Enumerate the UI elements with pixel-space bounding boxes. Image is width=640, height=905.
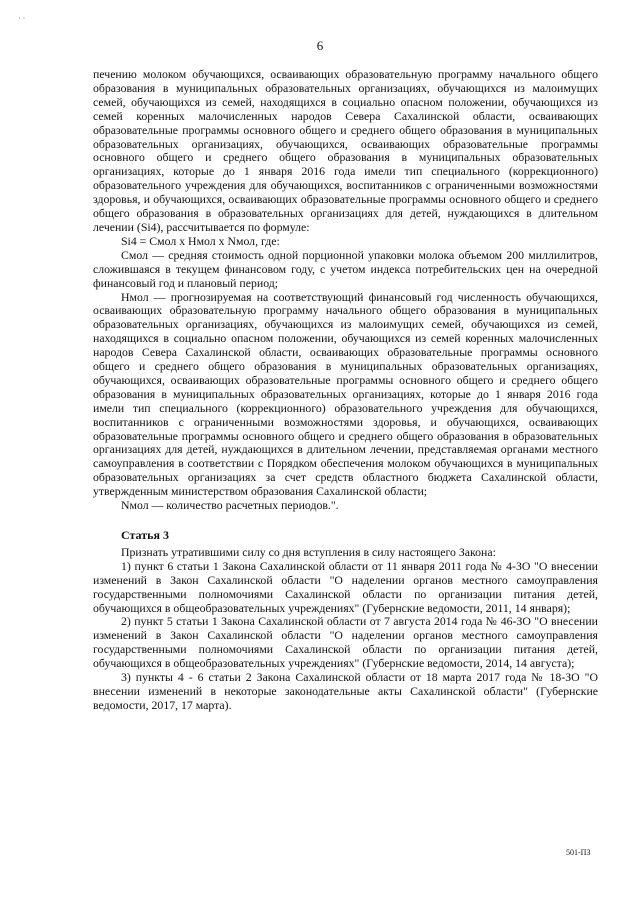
definition-count: Nмол — количество расчетных периодов.". (121, 498, 339, 513)
article-item-2: 2) пункт 5 статьи 1 Закона Сахалинской области от 7 августа 2014 года № 46-ЗО "О внесении изменений в Закон Сахалинской области "О наделении органов местного самоуправления государственными полномочиями Сахалинской области по организации питания детей, обучающихся в общеобразовательных учреждениях" (Губернские ведомости, 2014, 14 августа); (93, 614, 598, 671)
definition-cmol: Смол — средняя стоимость одной порционной упаковки молока объемом 200 миллилитров, сложившаяся в текущем финансовом году, с учетом индекса потребительских цен на очередной финансовый год и плановый период; (93, 247, 598, 290)
document-code: 501-ПЗ (566, 848, 591, 857)
article-item-1: 1) пункт 6 статьи 1 Закона Сахалинской области от 11 января 2011 года № 4-ЗО "О внесении изменений в Закон Сахалинской области "О наделении органов местного самоуправления государственными полномочиями Сахалинской области по организации питания детей, обучающихся в общеобразовательных учреждениях" (Губернские ведомости, 2011, 14 января); (93, 558, 598, 615)
page-number: 6 (316, 38, 324, 53)
definition-nmol: Нмол — прогнозируемая на соответствующий финансовый год численность обучающихся, осваивающих образовательную программу начального общего образования в муниципальных образовательных организациях, обучающихся из малоимущих семей, обучающихся из семей, находящихся в социально опасном положении, обучающихся из семей коренных малочисленных народов Севера Сахалинской области, осваивающих образовательные программы основного общего и среднего общего образования в муниципальных образовательных организациях, обучающихся, осваивающих образовательные программы основного общего и среднего общего образования в муниципальных образовательных организациях, которые до 1 января 2016 года имели тип специального (коррекционного) образовательного учреждения для обучающихся, воспитанников с ограниченными возможностями здоровья, и обучающихся, осваивающих образовательные программы основного общего и среднего общего образования в образовательных организациях для детей, нуждающихся в длительном лечении, представляемая органами местного самоуправления в соответствии с Порядком обеспечения молоком обучающихся в муниципальных образовательных организациях за счет средств областного бюджета Сахалинской области, утвержденным министерством образования Сахалинской области; (93, 289, 598, 499)
article-item-3: 3) пункты 4 - 6 статьи 2 Закона Сахалинской области от 18 марта 2017 года № 18-ЗО "О внесении изменений в некоторые законодательные акты Сахалинской области" (Губернские ведомости, 2017, 17 марта). (93, 670, 598, 712)
paragraph-continuation: печению молоком обучающихся, осваивающих образовательную программу начального общего образования в муниципальных образовательных организациях, обучающихся из малоимущих семей, обучающихся из семей, находящихся в социально опасном положении, обучающихся из семей коренных малочисленных народов Севера Сахалинской области, осваивающих образовательные программы основного общего и среднего общего образования в муниципальных образовательных организациях, обучающихся, осваивающих образовательные программы основного общего и среднего общего образования в муниципальных образовательных организациях, которые до 1 января 2016 года имели тип специального (коррекционного) образовательного учреждения для обучающихся, воспитанников с ограниченными возможностями здоровья, и обучающихся, осваивающих образовательные программы основного общего и среднего общего образования в образовательных организациях для детей, нуждающихся в длительном лечении (Si4), рассчитывается по формуле: (93, 67, 598, 234)
article-intro: Признать утратившими силу со дня вступления в силу настоящего Закона: (121, 544, 496, 559)
article-heading: Статья 3 (121, 528, 169, 542)
scan-mark: · · (18, 14, 26, 23)
document-body (93, 68, 598, 713)
formula-line: Si4 = Смол x Нмол x Nмол, где: (121, 233, 280, 248)
